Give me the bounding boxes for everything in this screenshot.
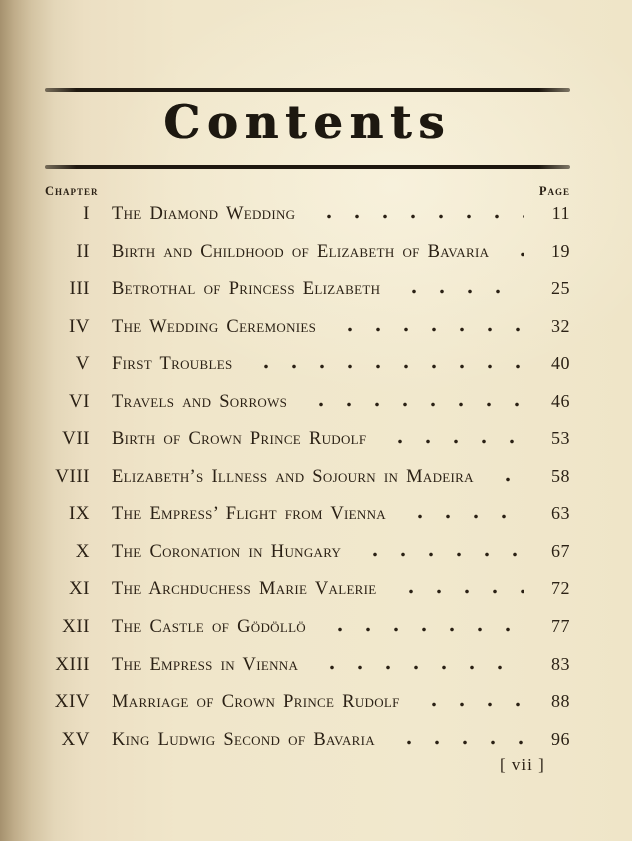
middle-rule	[45, 165, 570, 169]
chapter-numeral: VI	[68, 390, 90, 412]
chapter-title: Marriage of Crown Prince Rudolf	[112, 692, 400, 713]
page-number: 72	[551, 578, 570, 599]
chapter-numeral: X	[75, 540, 90, 562]
toc-entry	[45, 241, 570, 279]
page-number: 58	[551, 465, 570, 486]
page-number: 53	[551, 428, 570, 449]
dot-leader	[314, 627, 524, 632]
toc-entry	[45, 541, 570, 579]
toc-entry	[45, 691, 570, 729]
chapter-title: Travels and Sorrows	[112, 391, 288, 412]
page-title: Contents	[163, 95, 452, 149]
dot-leader	[383, 740, 524, 745]
chapter-numeral: XI	[68, 578, 90, 600]
chapter-numeral: XII	[62, 616, 90, 638]
chapter-title: Elizabeth’s Illness and Sojourn in Madeira	[112, 466, 474, 487]
dot-leader	[303, 214, 524, 219]
dot-leader	[324, 327, 524, 332]
chapter-title: Birth of Crown Prince Rudolf	[112, 429, 367, 450]
chapter-title: The Empress’ Flight from Vienna	[112, 504, 386, 525]
chapter-numeral: IX	[68, 503, 90, 525]
dot-leader	[240, 364, 524, 369]
chapter-title: The Diamond Wedding	[112, 204, 296, 224]
chapter-title: Betrothal of Princess Elizabeth	[112, 279, 381, 300]
dot-leader	[374, 439, 524, 444]
page-number: 11	[551, 203, 570, 223]
chapter-title: First Troubles	[112, 354, 233, 375]
chapter-title: The Coronation in Hungary	[112, 541, 342, 562]
dot-leader	[295, 402, 524, 407]
toc-entry	[45, 353, 570, 391]
page-number: 77	[551, 616, 570, 637]
chapter-numeral: V	[75, 353, 90, 375]
toc-entry	[45, 578, 570, 616]
dot-leader	[408, 702, 524, 707]
chapter-numeral: XIV	[54, 691, 90, 713]
page-number: 25	[551, 278, 570, 299]
page-number: 46	[551, 390, 570, 411]
chapter-title: King Ludwig Second of Bavaria	[112, 729, 375, 750]
page-number: 19	[551, 240, 570, 261]
toc-entry	[45, 316, 570, 354]
chapter-numeral: XIII	[55, 653, 90, 675]
dot-leader	[497, 252, 524, 257]
top-rule	[45, 88, 570, 92]
page-number: 40	[551, 353, 570, 374]
toc-entry	[45, 654, 570, 692]
toc-entry	[45, 278, 570, 316]
page-column-label: Page	[538, 184, 570, 198]
folio-page-number: [ vii ]	[500, 755, 545, 774]
dot-leader	[349, 552, 524, 557]
column-headers	[45, 184, 570, 199]
chapter-numeral: I	[83, 203, 90, 224]
page-number: 96	[551, 728, 570, 749]
chapter-numeral: VIII	[55, 465, 90, 487]
chapter-numeral: IV	[68, 315, 90, 337]
dot-leader	[306, 665, 524, 670]
toc-entry	[45, 428, 570, 466]
toc-entry	[45, 503, 570, 541]
chapter-title: The Empress in Vienna	[112, 654, 299, 675]
chapter-title: The Castle of Gödöllö	[112, 617, 306, 638]
chapter-title: Birth and Childhood of Elizabeth of Bavaria	[112, 241, 490, 262]
page-number: 32	[551, 315, 570, 336]
page-number: 83	[551, 653, 570, 674]
dot-leader	[385, 589, 524, 594]
dot-leader	[482, 477, 524, 482]
chapter-title: The Archduchess Marie Valerie	[112, 579, 377, 600]
toc-entry	[45, 391, 570, 429]
chapter-numeral: XV	[61, 728, 90, 750]
page-number: 63	[551, 503, 570, 524]
chapter-title: The Wedding Ceremonies	[112, 316, 317, 337]
toc-entry	[45, 729, 570, 767]
dot-leader	[388, 289, 524, 294]
chapter-column-label: Chapter	[45, 184, 99, 198]
chapter-numeral: II	[76, 240, 90, 262]
toc-entry	[45, 203, 570, 241]
chapter-numeral: III	[69, 278, 90, 300]
table-of-contents	[45, 203, 570, 766]
chapter-numeral: VII	[62, 428, 90, 450]
dot-leader	[394, 514, 524, 519]
toc-entry	[45, 616, 570, 654]
page-number: 67	[551, 540, 570, 561]
page-number: 88	[551, 691, 570, 712]
toc-entry	[45, 466, 570, 504]
